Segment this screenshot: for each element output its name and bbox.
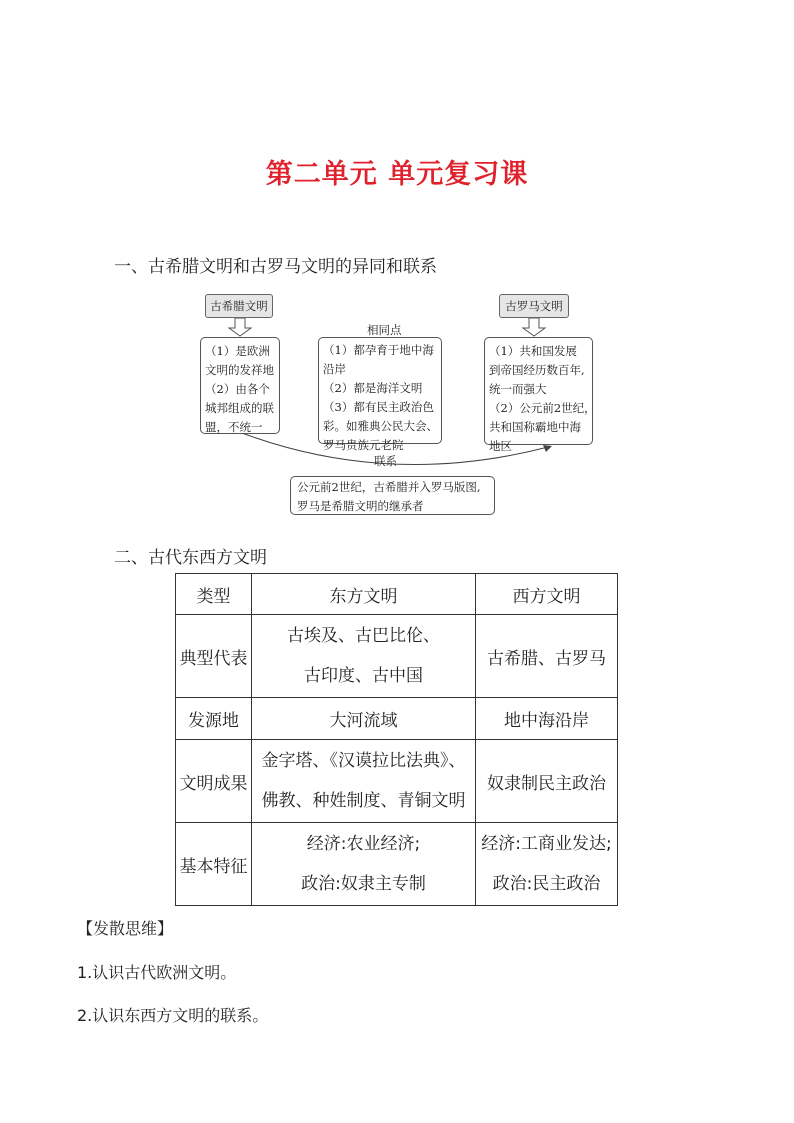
west-cell	[476, 823, 618, 906]
greece-point-line: （1）是欧洲	[205, 344, 270, 358]
table-header-cell: 西方文明	[476, 574, 618, 615]
common-point-line: 罗马贵族元老院	[323, 438, 404, 452]
common-label: 相同点	[367, 323, 402, 337]
table-row	[176, 823, 618, 906]
rome-point-line: （1）共和国发展	[489, 344, 577, 358]
greece-point-line: （2）由各个	[205, 382, 270, 396]
greece-label-box: 古希腊文明	[205, 294, 273, 318]
civilization-comparison-table	[175, 573, 618, 906]
rome-down-arrow	[523, 318, 545, 336]
rome-label-box: 古罗马文明	[499, 294, 569, 318]
east-cell	[252, 740, 476, 823]
divergent-item: 2.认识东西方文明的联系。	[77, 1006, 269, 1025]
table-header-row	[176, 574, 618, 615]
rome-point-line: 到帝国经历数百年,	[489, 363, 585, 377]
table-header-cell: 类型	[176, 574, 252, 615]
greece-points-box	[200, 337, 280, 434]
east-cell: 大河流域	[252, 698, 476, 740]
divergent-heading: 【发散思维】	[77, 919, 174, 938]
divergent-item: 1.认识古代欧洲文明。	[77, 963, 237, 982]
table-header-cell: 东方文明	[252, 574, 476, 615]
page-title: 第二单元 单元复习课	[265, 159, 529, 190]
rome-point-line: 统一而强大	[489, 382, 547, 396]
west-cell-line: 经济:工商业发达;	[481, 834, 612, 854]
west-cell: 古希腊、古罗马	[476, 615, 618, 698]
east-cell	[252, 823, 476, 906]
common-point-line: （1）都孕育于地中海	[323, 343, 434, 357]
rome-point-line: 地区	[489, 439, 512, 453]
row-type-cell: 文明成果	[176, 740, 252, 823]
east-cell-line: 经济:农业经济;	[306, 834, 421, 854]
east-cell-line: 金字塔、《汉谟拉比法典》、	[261, 751, 466, 771]
table-row	[176, 740, 618, 823]
west-cell: 奴隶制民主政治	[476, 740, 618, 823]
east-cell-line: 政治:奴隶主专制	[301, 874, 426, 894]
rome-point-line: 共和国称霸地中海	[489, 420, 581, 434]
link-point-line: 罗马是希腊文明的继承者	[297, 499, 424, 513]
greece-point-line: 文明的发祥地	[205, 363, 274, 377]
west-cell-line: 政治:民主政治	[492, 874, 601, 894]
east-cell-line: 古埃及、古巴比伦、	[287, 626, 440, 646]
west-cell: 地中海沿岸	[476, 698, 618, 740]
table-row	[176, 698, 618, 740]
section1-heading: 一、古希腊文明和古罗马文明的异同和联系	[114, 257, 437, 277]
rome-point-line: （2）公元前2世纪，	[489, 401, 596, 415]
greece-down-arrow	[229, 318, 251, 336]
link-label: 联系	[374, 454, 397, 468]
section2-heading: 二、古代东西方文明	[114, 548, 267, 568]
comparison-diagram	[0, 0, 794, 520]
common-point-line: 彩。如雅典公民大会、	[323, 419, 438, 433]
link-point-line: 公元前2世纪，古希腊并入罗马版图,	[297, 480, 481, 494]
rome-points-box	[484, 337, 596, 453]
greece-point-line: 盟，不统一	[205, 420, 263, 434]
row-type-cell: 基本特征	[176, 823, 252, 906]
greece-point-line: 城邦组成的联	[205, 401, 274, 415]
common-points-box	[318, 337, 442, 452]
link-points-box	[290, 476, 495, 515]
east-cell-line: 古印度、古中国	[304, 666, 423, 686]
row-type-cell: 典型代表	[176, 615, 252, 698]
common-point-line: （2）都是海洋文明	[323, 381, 423, 395]
table-row	[176, 615, 618, 698]
common-point-line: 沿岸	[323, 362, 346, 376]
common-point-line: （3）都有民主政治色	[323, 400, 434, 414]
east-cell	[252, 615, 476, 698]
east-cell-line: 佛教、种姓制度、青铜文明	[261, 791, 466, 811]
row-type-cell: 发源地	[176, 698, 252, 740]
